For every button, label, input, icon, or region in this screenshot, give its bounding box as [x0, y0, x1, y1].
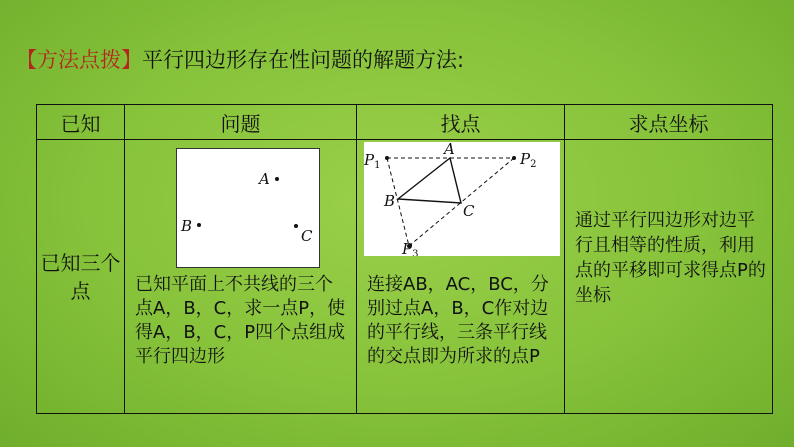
label-b: B — [181, 217, 193, 235]
coordinate-cell — [565, 140, 773, 414]
parallelogram-figure — [364, 142, 560, 256]
header-known: 已知 — [37, 105, 125, 140]
header-find-point: 找点 — [357, 105, 565, 140]
table-row — [37, 140, 773, 414]
three-points-figure — [176, 148, 320, 268]
problem-text: 已知平面上不共线的三个点A，B，C，求一点P，使得A，B，C，P四个点组成平行四边形 — [135, 274, 346, 367]
point-c — [294, 224, 298, 228]
triangle-abc — [398, 158, 461, 203]
header-problem: 问题 — [125, 105, 357, 140]
label-a: A — [259, 170, 270, 188]
known-cell: 已知三个点 — [37, 140, 125, 414]
label-a: A — [444, 142, 455, 158]
heading-text: 平行四边形存在性问题的解题方法: — [142, 48, 465, 72]
coordinate-text: 通过平行四边形对边平行且相等的性质，利用点的平移即可求得点P的坐标 — [575, 210, 766, 306]
point-b — [197, 223, 201, 227]
label-b: B — [384, 192, 396, 210]
page-heading — [16, 46, 464, 74]
label-p1: $P_1$ — [364, 151, 381, 171]
label-p2: $P_2$ — [520, 150, 537, 170]
label-c: C — [301, 227, 313, 245]
table-header-row — [37, 105, 773, 140]
header-coordinate: 求点坐标 — [565, 105, 773, 140]
find-point-cell — [357, 140, 565, 414]
find-point-text: 连接AB，AC，BC，分别过点A，B，C作对边的平行线，三条平行线的交点即为所求的点P — [367, 274, 549, 367]
method-table — [36, 104, 773, 414]
point-a — [275, 177, 279, 181]
problem-cell — [125, 140, 357, 414]
label-c: C — [463, 202, 475, 220]
method-tag: 【方法点拨】 — [16, 48, 142, 72]
label-p3: $P_3$ — [402, 240, 419, 256]
